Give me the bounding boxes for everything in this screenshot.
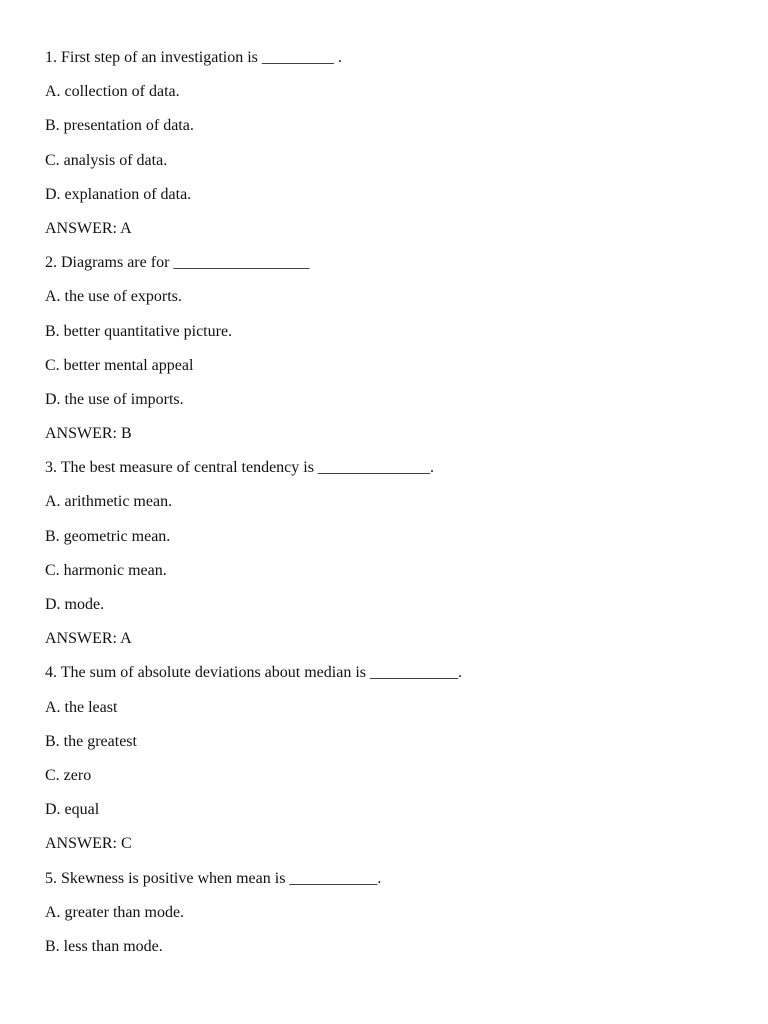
option-2c: C. better mental appeal (45, 356, 194, 374)
option-5a: A. greater than mode. (45, 903, 185, 921)
option-3d: D. mode. (45, 596, 105, 613)
option-1b: B. presentation of data. (45, 117, 194, 135)
question-3: 3. The best measure of central tendency is ______________. (45, 459, 434, 477)
question-5: 5. Skewness is positive when mean is ___________. (45, 869, 382, 887)
answer-3: ANSWER: A (45, 630, 132, 648)
option-3a: A. arithmetic mean. (45, 493, 173, 511)
option-4d: D. equal (45, 801, 100, 819)
option-1d: D. explanation of data. (45, 185, 192, 203)
option-2d: D. the use of imports. (45, 390, 184, 408)
option-4b: B. the greatest (45, 732, 137, 750)
question-4: 4. The sum of absolute deviations about median is ___________. (45, 664, 462, 682)
option-1a: A. collection of data. (45, 83, 180, 101)
option-1c: C. analysis of data. (45, 151, 168, 169)
option-3c: C. harmonic mean. (45, 561, 167, 579)
option-3b: B. geometric mean. (45, 527, 171, 545)
question-1: 1. First step of an investigation is _________ . (45, 49, 342, 66)
option-4a: A. the least (45, 698, 118, 716)
answer-4: ANSWER: C (45, 835, 132, 853)
option-2a: A. the use of exports. (45, 288, 182, 306)
question-2: 2. Diagrams are for _________________ (45, 254, 310, 272)
answer-2: ANSWER: B (45, 425, 132, 443)
option-2b: B. better quantitative picture. (45, 322, 233, 340)
option-4c: C. zero (45, 766, 92, 784)
answer-1: ANSWER: A (45, 219, 132, 237)
option-5b: B. less than mode. (45, 937, 163, 955)
document-page (45, 44, 735, 967)
